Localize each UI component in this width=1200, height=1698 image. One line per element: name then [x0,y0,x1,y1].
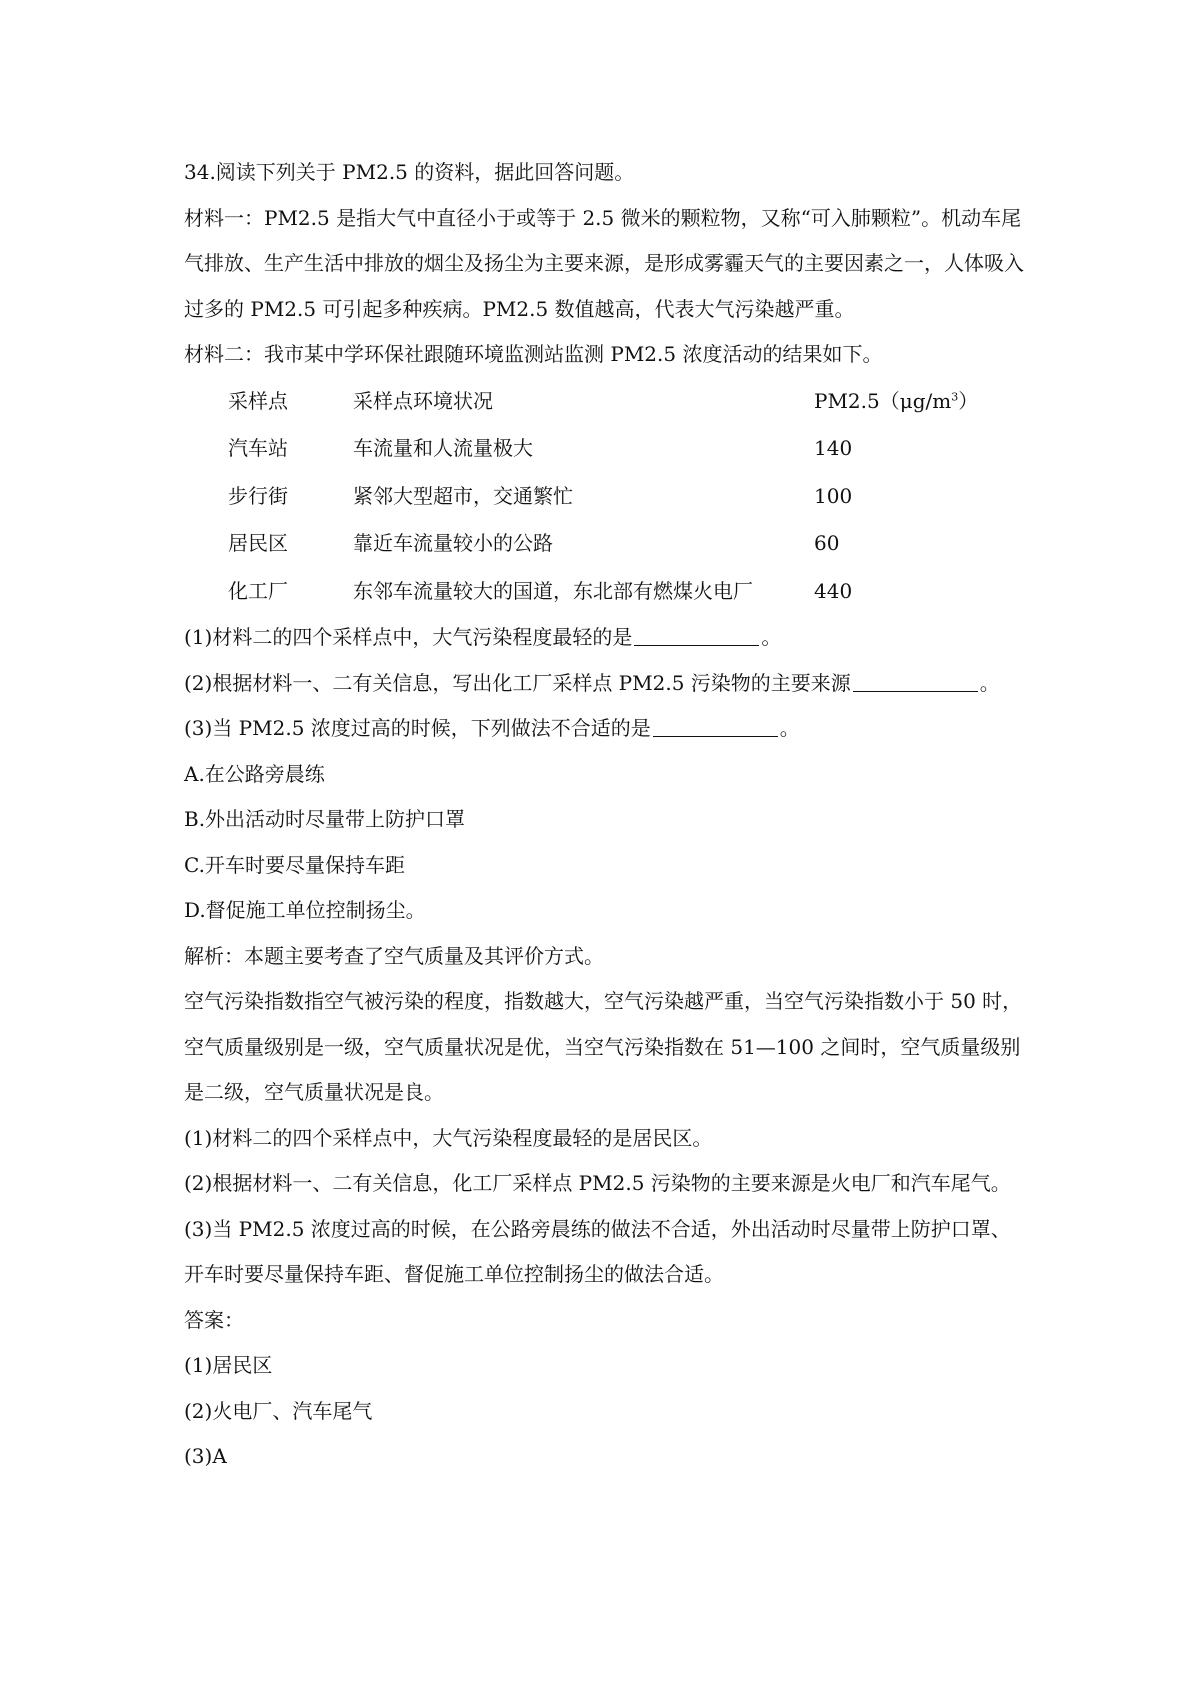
header-environment: 采样点环境状况 [353,388,493,413]
analysis-paragraph: 空气污染指数指空气被污染的程度，指数越大，空气污染越严重，当空气污染指数小于 50 时，空气质量级别是一级，空气质量状况是优，当空气污染指数在 51—100 之间时，空气质量级别是二级，空气质量状况是良。 [184,989,1023,1104]
table-row: 居民区 靠近车流量较小的公路 60 [228,531,840,555]
answer-blank [634,623,759,646]
table-header-row [184,378,1024,426]
material-two: 材料二：我市某中学环保社跟随环境监测站监测 PM2.5 浓度活动的结果如下。 [184,342,883,366]
question-2: (2)根据材料一、二有关信息，写出化工厂采样点 PM2.5 污染物的主要来源 。 [184,670,1000,695]
analysis-point-1: (1)材料二的四个采样点中，大气污染程度最轻的是居民区。 [184,1125,713,1150]
option-c: C.开车时要尽量保持车距 [184,852,405,877]
table-row: 步行街 紧邻大型超市，交通繁忙 100 [228,483,853,508]
question-1: (1)材料二的四个采样点中，大气污染程度最轻的是 。 [184,625,782,649]
analysis-point-2: (2)根据材料一、二有关信息，化工厂采样点 PM2.5 污染物的主要来源是火电厂和汽车尾气。 [184,1171,1011,1195]
analysis-point-3: (3)当 PM2.5 浓度过高的时候，在公路旁晨练的做法不合适，外出活动时尽量带上防护口罩、开车时要尽量保持车距、督促施工单位控制扬尘的做法合适。 [184,1216,1011,1286]
option-d: D.督促施工单位控制扬尘。 [184,898,426,922]
table-row: 汽车站 车流量和人流量极大 140 [228,436,853,460]
answer-blank [853,669,978,692]
pm25-table [184,378,1024,616]
table-row: 化工厂 东邻车流量较大的国道，东北部有燃煤火电厂 440 [228,578,853,603]
option-a: A.在公路旁晨练 [184,761,325,786]
answer-title: 答案： [184,1307,244,1332]
document-page [184,150,1024,1480]
question-3: (3)当 PM2.5 浓度过高的时候，下列做法不合适的是 。 [184,716,800,740]
option-b: B.外出活动时尽量带上防护口罩 [184,807,466,831]
answer-blank [653,714,778,737]
header-site: 采样点 [228,388,288,413]
question-title: 34.阅读下列关于 PM2.5 的资料，据此回答问题。 [184,160,635,184]
answer-item-2: (2)火电厂、汽车尾气 [184,1398,373,1423]
analysis-title: 解析：本题主要考查了空气质量及其评价方式。 [184,943,604,968]
material-one: 材料一：PM2.5 是指大气中直径小于或等于 2.5 微米的颗粒物，又称“可入肺颗粒”。机动车尾气排放、生产生活中排放的烟尘及扬尘为主要来源，是形成雾霾天气的主要因素之一，人体吸入过多的 PM2.5 可引起多种疾病。PM2.5 数值越高，代表大气污染越严重。 [184,205,1024,321]
header-pm25: $PM2.5(\mu g/m^3)$ [814,388,979,413]
answer-item-3: (3)A [184,1444,227,1468]
answer-item-1: (1)居民区 [184,1353,273,1377]
